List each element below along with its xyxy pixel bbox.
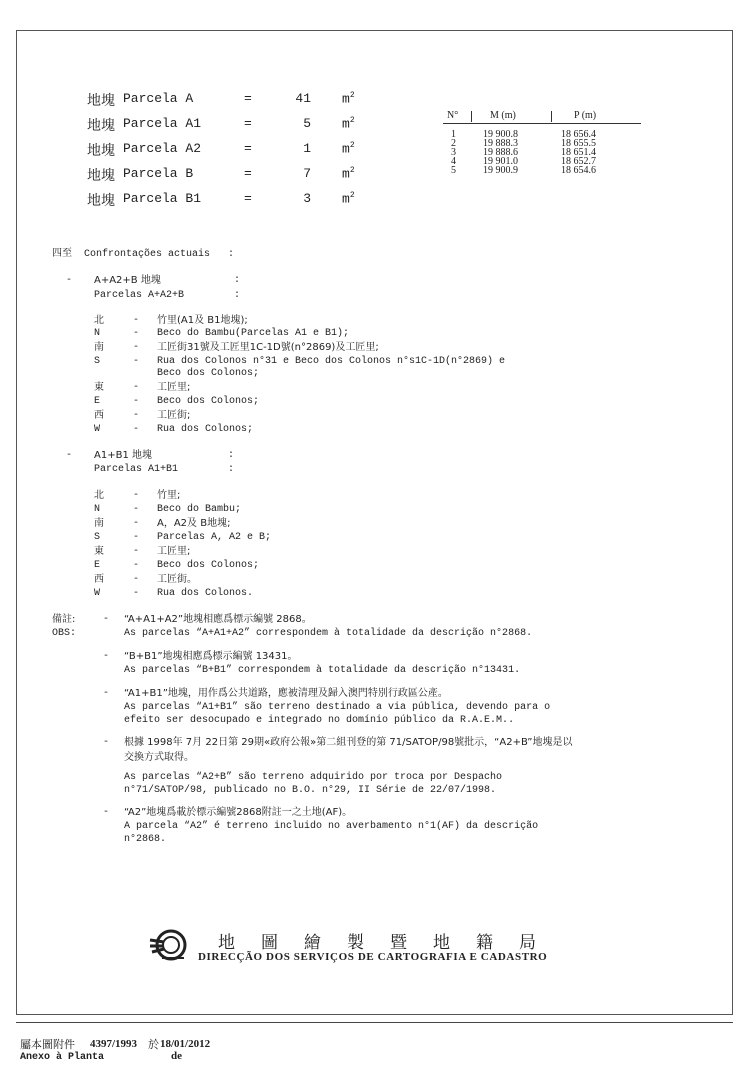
column-divider: [471, 111, 472, 122]
boundary-text: 工匠街31號及工匠里1C-1D號(n°2869)及工匠里;: [157, 342, 379, 353]
list-dash: -: [133, 342, 140, 353]
parcel-label-zh: 地塊: [87, 193, 115, 209]
col-header-number: N°: [447, 110, 459, 121]
parcel-area-value: 5: [303, 116, 311, 131]
boundary-text: Rua dos Colonos;: [157, 424, 254, 435]
annex-label-zh: 屬本圖附件: [20, 1038, 75, 1051]
table-cell: 4: [451, 156, 456, 167]
col-header-p: P (m): [574, 110, 597, 121]
list-dash: -: [103, 614, 110, 625]
list-dash: -: [133, 396, 140, 407]
col-header-m: M (m): [490, 110, 516, 121]
note-pt: As parcelas “B+B1” correspondem à totalidade da descrição n°13431.: [124, 665, 521, 676]
parcel-area-value: 1: [303, 141, 311, 156]
agency-name-zh: 地圖繪製暨地籍局: [218, 933, 562, 953]
date-prefix-zh: 於: [148, 1038, 159, 1051]
list-dash: -: [133, 518, 140, 529]
parcel-label-zh: 地塊: [87, 168, 115, 184]
boundary-text: Beco dos Colonos;: [157, 396, 260, 407]
list-dash: -: [133, 560, 140, 571]
area-unit: $m^2$: [342, 141, 355, 157]
boundary-text: Beco do Bambu(Parcelas A1 e B1);: [157, 328, 350, 339]
table-cell: 18 655.5: [561, 138, 596, 149]
table-cell: 19 901.0: [483, 156, 518, 167]
cartography-logo-icon: [148, 924, 188, 964]
notes-label-pt: OBS:: [52, 628, 77, 639]
direction-key: S: [94, 532, 101, 543]
list-dash: -: [133, 490, 140, 501]
annex-footer: [20, 1038, 211, 1063]
boundary-text: 工匠街。: [157, 574, 197, 585]
group-title-zh: A1+B1 地塊: [94, 450, 152, 461]
direction-key: 西: [94, 574, 104, 585]
list-dash: -: [133, 532, 140, 543]
parcel-label-zh: 地塊: [87, 118, 115, 134]
boundary-text: Rua dos Colonos.: [157, 588, 254, 599]
parcel-area-row: [87, 90, 355, 110]
direction-key: E: [94, 396, 101, 407]
list-dash: -: [133, 315, 140, 326]
boundary-text: 工匠街;: [157, 410, 191, 421]
parcel-area-value: 41: [295, 91, 311, 106]
list-dash: -: [133, 546, 140, 557]
table-cell: 3: [451, 147, 456, 158]
list-dash: -: [133, 356, 140, 367]
annex-date: 18/01/2012: [160, 1038, 211, 1050]
table-cell: 19 900.9: [483, 165, 518, 176]
parcel-area-row: [87, 190, 355, 210]
group-title-colon: :: [228, 464, 235, 475]
list-dash: -: [133, 424, 140, 435]
table-cell: 19 888.6: [483, 147, 518, 158]
equals-sign: =: [244, 141, 252, 156]
confrontations-heading-pt: Confrontações actuais: [84, 249, 211, 260]
area-unit: $m^2$: [342, 191, 355, 207]
note-pt: As parcelas “A2+B” são terreno adquirido por troca por Despacho: [124, 772, 503, 783]
boundary-text: A，A2及 B地塊;: [157, 518, 231, 529]
confrontations-heading-zh: 四至: [52, 248, 72, 259]
group-title-colon: :: [228, 450, 235, 461]
list-dash: -: [103, 651, 110, 662]
group-dash: -: [66, 450, 73, 461]
direction-key: 北: [94, 490, 104, 501]
notes-label-zh: 備註:: [52, 614, 76, 625]
parcel-name: Parcela B: [123, 166, 194, 181]
annex-label-pt: Anexo à Planta: [20, 1052, 105, 1063]
equals-sign: =: [244, 116, 252, 131]
note-zh: 根據 1998年 7月 22日第 29期«政府公報»第二組刊登的第 71/SATOP/98號批示，“A2+B”地塊是以: [124, 737, 573, 748]
equals-sign: =: [244, 166, 252, 181]
group-dash: -: [66, 275, 73, 286]
date-prefix-pt: de: [171, 1050, 182, 1062]
list-dash: -: [133, 410, 140, 421]
table-cell: 18 651.4: [561, 147, 596, 158]
list-dash: -: [103, 807, 110, 818]
direction-key: E: [94, 560, 101, 571]
parcel-name: Parcela B1: [123, 191, 202, 206]
parcel-area-row: [87, 115, 355, 135]
list-dash: -: [133, 574, 140, 585]
note-pt: n°71/SATOP/98, publicado no B.O. n°29, II Série de 22/07/1998.: [124, 785, 497, 796]
area-unit: $m^2$: [342, 91, 355, 107]
note-pt: efeito ser desocupado e integrado no domínio público da R.A.E.M..: [124, 715, 515, 726]
direction-key: N: [94, 328, 101, 339]
note-zh: “B+B1”地塊相應爲標示編號 13431。: [124, 651, 298, 662]
parcel-label-zh: 地塊: [87, 143, 115, 159]
boundary-text: Beco do Bambu;: [157, 504, 242, 515]
note-pt: As parcelas “A1+B1” são terreno destinado a via pública, devendo para o: [124, 702, 551, 713]
list-dash: -: [103, 737, 110, 748]
note-zh: “A1+B1”地塊，用作爲公共道路，應被清理及歸入澳門特別行政區公產。: [124, 688, 448, 699]
area-unit: $m^2$: [342, 166, 355, 182]
plan-number: 4397/1993: [90, 1038, 138, 1050]
table-cell: 19 900.8: [483, 129, 518, 140]
note-zh: 交換方式取得。: [124, 752, 194, 763]
group-title-colon: :: [234, 290, 241, 301]
parcel-area-value: 7: [303, 166, 311, 181]
table-cell: 18 652.7: [561, 156, 596, 167]
parcel-name: Parcela A: [123, 91, 194, 106]
direction-key: 東: [94, 382, 104, 393]
note-pt: n°2868.: [124, 834, 167, 845]
table-cell: 5: [451, 165, 456, 176]
parcel-area-value: 3: [303, 191, 311, 206]
list-dash: -: [133, 504, 140, 515]
parcel-name: Parcela A2: [123, 141, 202, 156]
equals-sign: =: [244, 191, 252, 206]
parcel-area-row: [87, 165, 355, 185]
direction-key: N: [94, 504, 101, 515]
table-cell: 2: [451, 138, 456, 149]
boundary-text: 竹里;: [157, 490, 181, 501]
list-dash: -: [103, 688, 110, 699]
table-cell: 18 656.4: [561, 129, 596, 140]
footer-rule: [16, 1022, 733, 1023]
table-cell: 1: [451, 129, 456, 140]
group-title-colon: :: [234, 275, 241, 286]
boundary-text: Beco dos Colonos;: [157, 560, 260, 571]
note-zh: “A2”地塊爲載於標示編號2868附註一之土地(AF)。: [124, 807, 353, 818]
direction-key: 東: [94, 546, 104, 557]
column-divider: [551, 111, 552, 122]
direction-key: 北: [94, 315, 104, 326]
direction-key: 西: [94, 410, 104, 421]
direction-key: 南: [94, 342, 104, 353]
table-header-rule: [443, 123, 641, 124]
list-dash: -: [133, 382, 140, 393]
list-dash: -: [133, 328, 140, 339]
boundary-text: 工匠里;: [157, 382, 191, 393]
parcel-area-row: [87, 140, 355, 160]
note-zh: “A+A1+A2”地塊相應爲標示編號 2868。: [124, 614, 312, 625]
group-title-pt: Parcelas A1+B1: [94, 464, 179, 475]
direction-key: S: [94, 356, 101, 367]
table-cell: 19 888.3: [483, 138, 518, 149]
heading-colon: :: [228, 249, 235, 260]
equals-sign: =: [244, 91, 252, 106]
area-unit: $m^2$: [342, 116, 355, 132]
group-title-zh: A+A2+B 地塊: [94, 275, 161, 286]
group-title-pt: Parcelas A+A2+B: [94, 290, 185, 301]
boundary-text: Parcelas A, A2 e B;: [157, 532, 272, 543]
direction-key: W: [94, 588, 101, 599]
note-pt: A parcela “A2” é terreno incluido no averbamento n°1(AF) da descrição: [124, 821, 539, 832]
parcel-name: Parcela A1: [123, 116, 202, 131]
agency-name-pt: DIRECÇÃO DOS SERVIÇOS DE CARTOGRAFIA E CADASTRO: [198, 951, 548, 963]
list-dash: -: [133, 588, 140, 599]
direction-key: W: [94, 424, 101, 435]
direction-key: 南: [94, 518, 104, 529]
boundary-text: Rua dos Colonos n°31 e Beco dos Colonos n°s1C-1D(n°2869) e: [157, 356, 506, 367]
boundary-text: 竹里(A1及 B1地塊);: [157, 315, 248, 326]
note-pt: As parcelas “A+A1+A2” correspondem à totalidade da descrição n°2868.: [124, 628, 533, 639]
boundary-text: 工匠里;: [157, 546, 191, 557]
parcel-label-zh: 地塊: [87, 93, 115, 109]
boundary-text: Beco dos Colonos;: [157, 368, 260, 379]
table-cell: 18 654.6: [561, 165, 596, 176]
